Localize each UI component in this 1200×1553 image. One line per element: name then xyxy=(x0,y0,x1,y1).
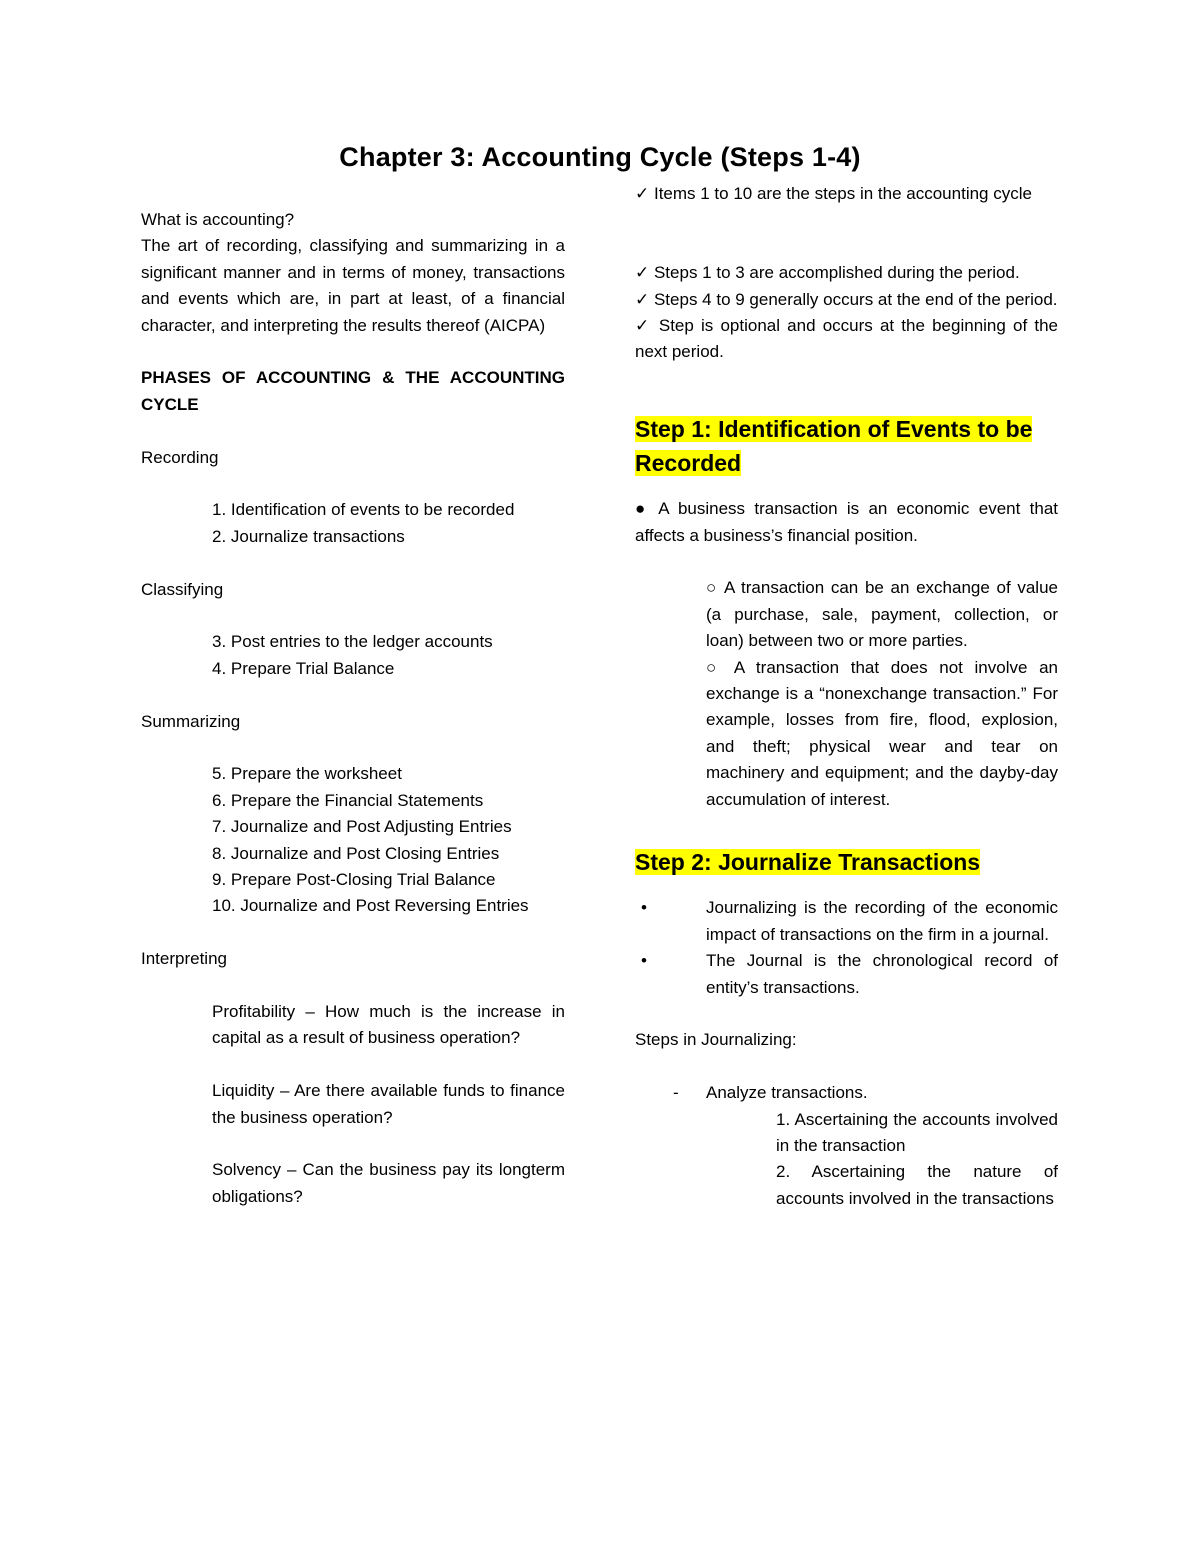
analyze-subitem: 2. Ascertaining the nature of accounts involved in the transactions xyxy=(776,1162,1058,1208)
cycle-item: 3. Post entries to the ledger accounts xyxy=(212,632,493,652)
step2-bullet-list xyxy=(635,895,1058,1001)
cycle-item: 6. Prepare the Financial Statements xyxy=(212,790,484,810)
dash-icon: - xyxy=(673,1083,679,1103)
step1-bullet: ● A business transaction is an economic event that affects a business’s financial position. xyxy=(635,499,1058,545)
right-column xyxy=(635,181,1058,1212)
page-title: Chapter 3: Accounting Cycle (Steps 1-4) xyxy=(339,142,861,172)
steps-journalizing-label: Steps in Journalizing: xyxy=(635,1030,797,1050)
step1-heading xyxy=(635,412,1058,480)
interpreting-item-liquidity: Liquidity – Are there available funds to finance the business operation? xyxy=(212,1081,565,1127)
cycle-item: 9. Prepare Post-Closing Trial Balance xyxy=(212,870,496,890)
interpreting-label: Interpreting xyxy=(141,949,227,969)
check-note: ✓ Steps 4 to 9 generally occurs at the end of the period. xyxy=(635,289,1058,309)
cycle-item: 4. Prepare Trial Balance xyxy=(212,658,395,678)
step1-subbullet: ○ A transaction can be an exchange of value (a purchase, sale, payment, collection, or loan) between two or more parties. xyxy=(706,578,1058,651)
interpreting-item-solvency: Solvency – Can the business pay its longterm obligations? xyxy=(212,1160,565,1206)
step1-subbullet: ○ A transaction that does not involve an exchange is a “nonexchange transaction.” For example, losses from fire, flood, explosion, and theft; physical wear and tear on machinery and equipment; and the dayby-day accumulation of interest. xyxy=(706,657,1058,809)
interpreting-item-profitability: Profitability – How much is the increase in capital as a result of business operation? xyxy=(212,1002,565,1048)
check-note: ✓ Steps 1 to 3 are accomplished during the period. xyxy=(635,263,1020,283)
bullet-icon: • xyxy=(641,898,647,918)
bullet-icon: • xyxy=(641,951,647,971)
summarizing-label: Summarizing xyxy=(141,711,241,731)
cycle-item: 2. Journalize transactions xyxy=(212,526,405,546)
recording-label: Recording xyxy=(141,447,219,467)
step1-heading-text: Step 1: Identification of Events to be Recorded xyxy=(635,416,1033,477)
cycle-item: 7. Journalize and Post Adjusting Entries xyxy=(212,817,512,837)
check-note: ✓ Items 1 to 10 are the steps in the accounting cycle xyxy=(635,184,1032,203)
list-item: • The Journal is the chronological record of entity’s transactions. xyxy=(635,948,1058,1001)
step2-heading xyxy=(635,845,1058,879)
step2-heading-text: Step 2: Journalize Transactions xyxy=(635,849,981,876)
question-text: What is accounting? xyxy=(141,210,295,229)
accounting-definition: The art of recording, classifying and summarizing in a significant manner and in terms of money, transactions and events which are, in part at least, of a financial character, and interpreting the results thereof (AICPA) xyxy=(141,236,565,335)
analyze-item: - Analyze transactions. xyxy=(635,1080,1058,1106)
analyze-subitem: 1. Ascertaining the accounts involved in the transaction xyxy=(776,1109,1058,1156)
check-note: ✓ Step is optional and occurs at the beginning of the next period. xyxy=(635,316,1058,362)
left-column xyxy=(141,207,565,1210)
cycle-item: 1. Identification of events to be recorded xyxy=(212,500,515,520)
list-item: • Journalizing is the recording of the economic impact of transactions on the firm in a journal. xyxy=(635,895,1058,948)
cycle-item: 8. Journalize and Post Closing Entries xyxy=(212,843,500,863)
phases-heading: PHASES OF ACCOUNTING & THE ACCOUNTING CYCLE xyxy=(141,368,565,414)
cycle-item: 5. Prepare the worksheet xyxy=(212,764,402,784)
cycle-item: 10. Journalize and Post Reversing Entries xyxy=(212,896,529,916)
classifying-label: Classifying xyxy=(141,579,224,599)
